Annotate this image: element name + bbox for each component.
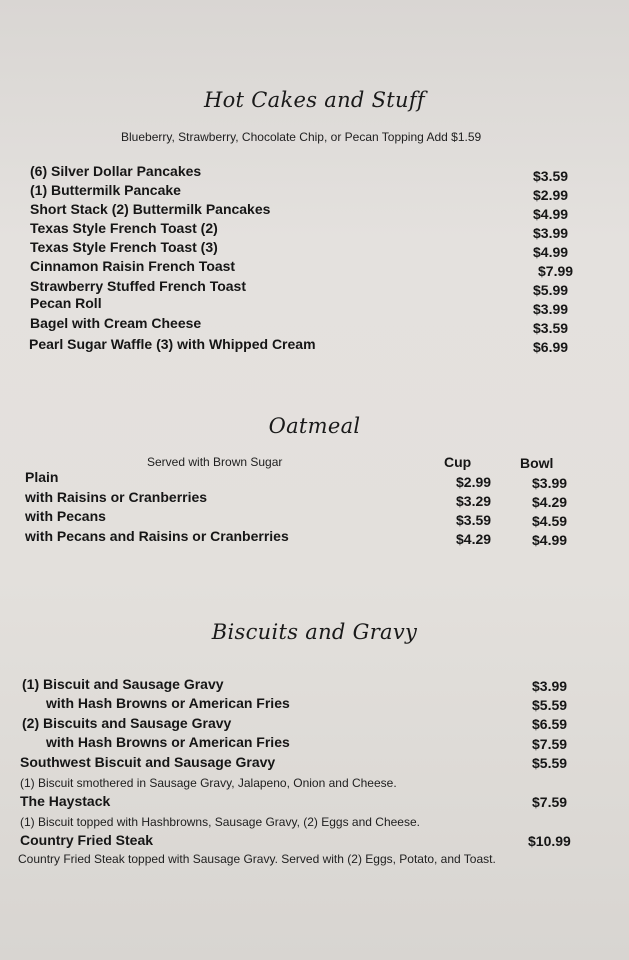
item-description: (1) Biscuit smothered in Sausage Gravy, Jalapeno, Onion and Cheese. xyxy=(20,776,397,790)
biscuit-item-price: $3.99 xyxy=(532,678,568,694)
biscuit-item-name: The Haystack xyxy=(20,793,111,809)
menu-item-name: Short Stack (2) Buttermilk Pancakes xyxy=(30,201,271,217)
biscuit-item-price: $7.59 xyxy=(532,736,568,752)
oatmeal-heading: Oatmeal xyxy=(268,414,361,438)
biscuit-item-name: Southwest Biscuit and Sausage Gravy xyxy=(20,754,276,770)
oatmeal-cup-price: $2.99 xyxy=(456,474,492,490)
oatmeal-item-name: Plain xyxy=(25,469,59,485)
menu-item-price: $7.99 xyxy=(538,263,574,279)
oatmeal-bowl-price: $4.99 xyxy=(532,532,568,548)
menu-item-name: Strawberry Stuffed French Toast xyxy=(30,278,247,294)
oatmeal-item-name: with Raisins or Cranberries xyxy=(25,489,208,505)
biscuit-item-price: $5.59 xyxy=(532,697,568,713)
oatmeal-cup-price: $3.59 xyxy=(456,512,492,528)
oatmeal-bowl-price: $3.99 xyxy=(532,475,568,491)
biscuit-item-price: $6.59 xyxy=(532,716,568,732)
menu-item-name: Texas Style French Toast (2) xyxy=(30,220,218,236)
hotcakes-heading: Hot Cakes and Stuff xyxy=(203,88,426,112)
menu-item-name: (6) Silver Dollar Pancakes xyxy=(30,163,202,179)
oatmeal-cup-price: $4.29 xyxy=(456,531,492,547)
menu-item-name: Bagel with Cream Cheese xyxy=(30,315,202,331)
biscuit-item-price: $7.59 xyxy=(532,794,568,810)
menu-item-price: $3.59 xyxy=(533,320,569,336)
biscuit-item-name: (2) Biscuits and Sausage Gravy xyxy=(22,715,232,731)
biscuit-item-price: $5.59 xyxy=(532,755,568,771)
oatmeal-bowl-price: $4.29 xyxy=(532,494,568,510)
menu-item-price: $3.59 xyxy=(533,168,569,184)
menu-item-name: Cinnamon Raisin French Toast xyxy=(30,258,236,274)
menu-item-price: $3.99 xyxy=(533,301,569,317)
oatmeal-note: Served with Brown Sugar xyxy=(147,455,283,469)
menu-item-price: $3.99 xyxy=(533,225,569,241)
biscuit-item-name: (1) Biscuit and Sausage Gravy xyxy=(22,676,224,692)
oatmeal-cup-price: $3.29 xyxy=(456,493,492,509)
menu-item-price: $6.99 xyxy=(533,339,569,355)
menu-item-price: $2.99 xyxy=(533,187,569,203)
menu-item-name: (1) Buttermilk Pancake xyxy=(30,182,181,198)
menu-item-price: $4.99 xyxy=(533,244,569,260)
oatmeal-bowl-header: Bowl xyxy=(520,455,554,471)
oatmeal-item-name: with Pecans xyxy=(25,508,106,524)
biscuit-item-name: with Hash Browns or American Fries xyxy=(46,734,290,750)
menu-item-name: Pecan Roll xyxy=(30,295,102,311)
menu-item-name: Pearl Sugar Waffle (3) with Whipped Cream xyxy=(29,336,316,352)
menu-item-price: $5.99 xyxy=(533,282,569,298)
item-description: (1) Biscuit topped with Hashbrowns, Sausage Gravy, (2) Eggs and Cheese. xyxy=(20,815,420,829)
item-description: Country Fried Steak topped with Sausage Gravy. Served with (2) Eggs, Potato, and Toast. xyxy=(18,852,496,866)
oatmeal-bowl-price: $4.59 xyxy=(532,513,568,529)
hotcakes-topping-note: Blueberry, Strawberry, Chocolate Chip, or Pecan Topping Add $1.59 xyxy=(121,130,482,144)
menu-item-price: $4.99 xyxy=(533,206,569,222)
biscuit-item-name: Country Fried Steak xyxy=(20,832,154,848)
oatmeal-cup-header: Cup xyxy=(444,454,472,470)
oatmeal-item-name: with Pecans and Raisins or Cranberries xyxy=(25,528,289,544)
menu-item-name: Texas Style French Toast (3) xyxy=(30,239,218,255)
biscuit-item-price: $10.99 xyxy=(528,833,571,849)
biscuits-heading: Biscuits and Gravy xyxy=(211,620,418,644)
biscuit-item-name: with Hash Browns or American Fries xyxy=(46,695,290,711)
